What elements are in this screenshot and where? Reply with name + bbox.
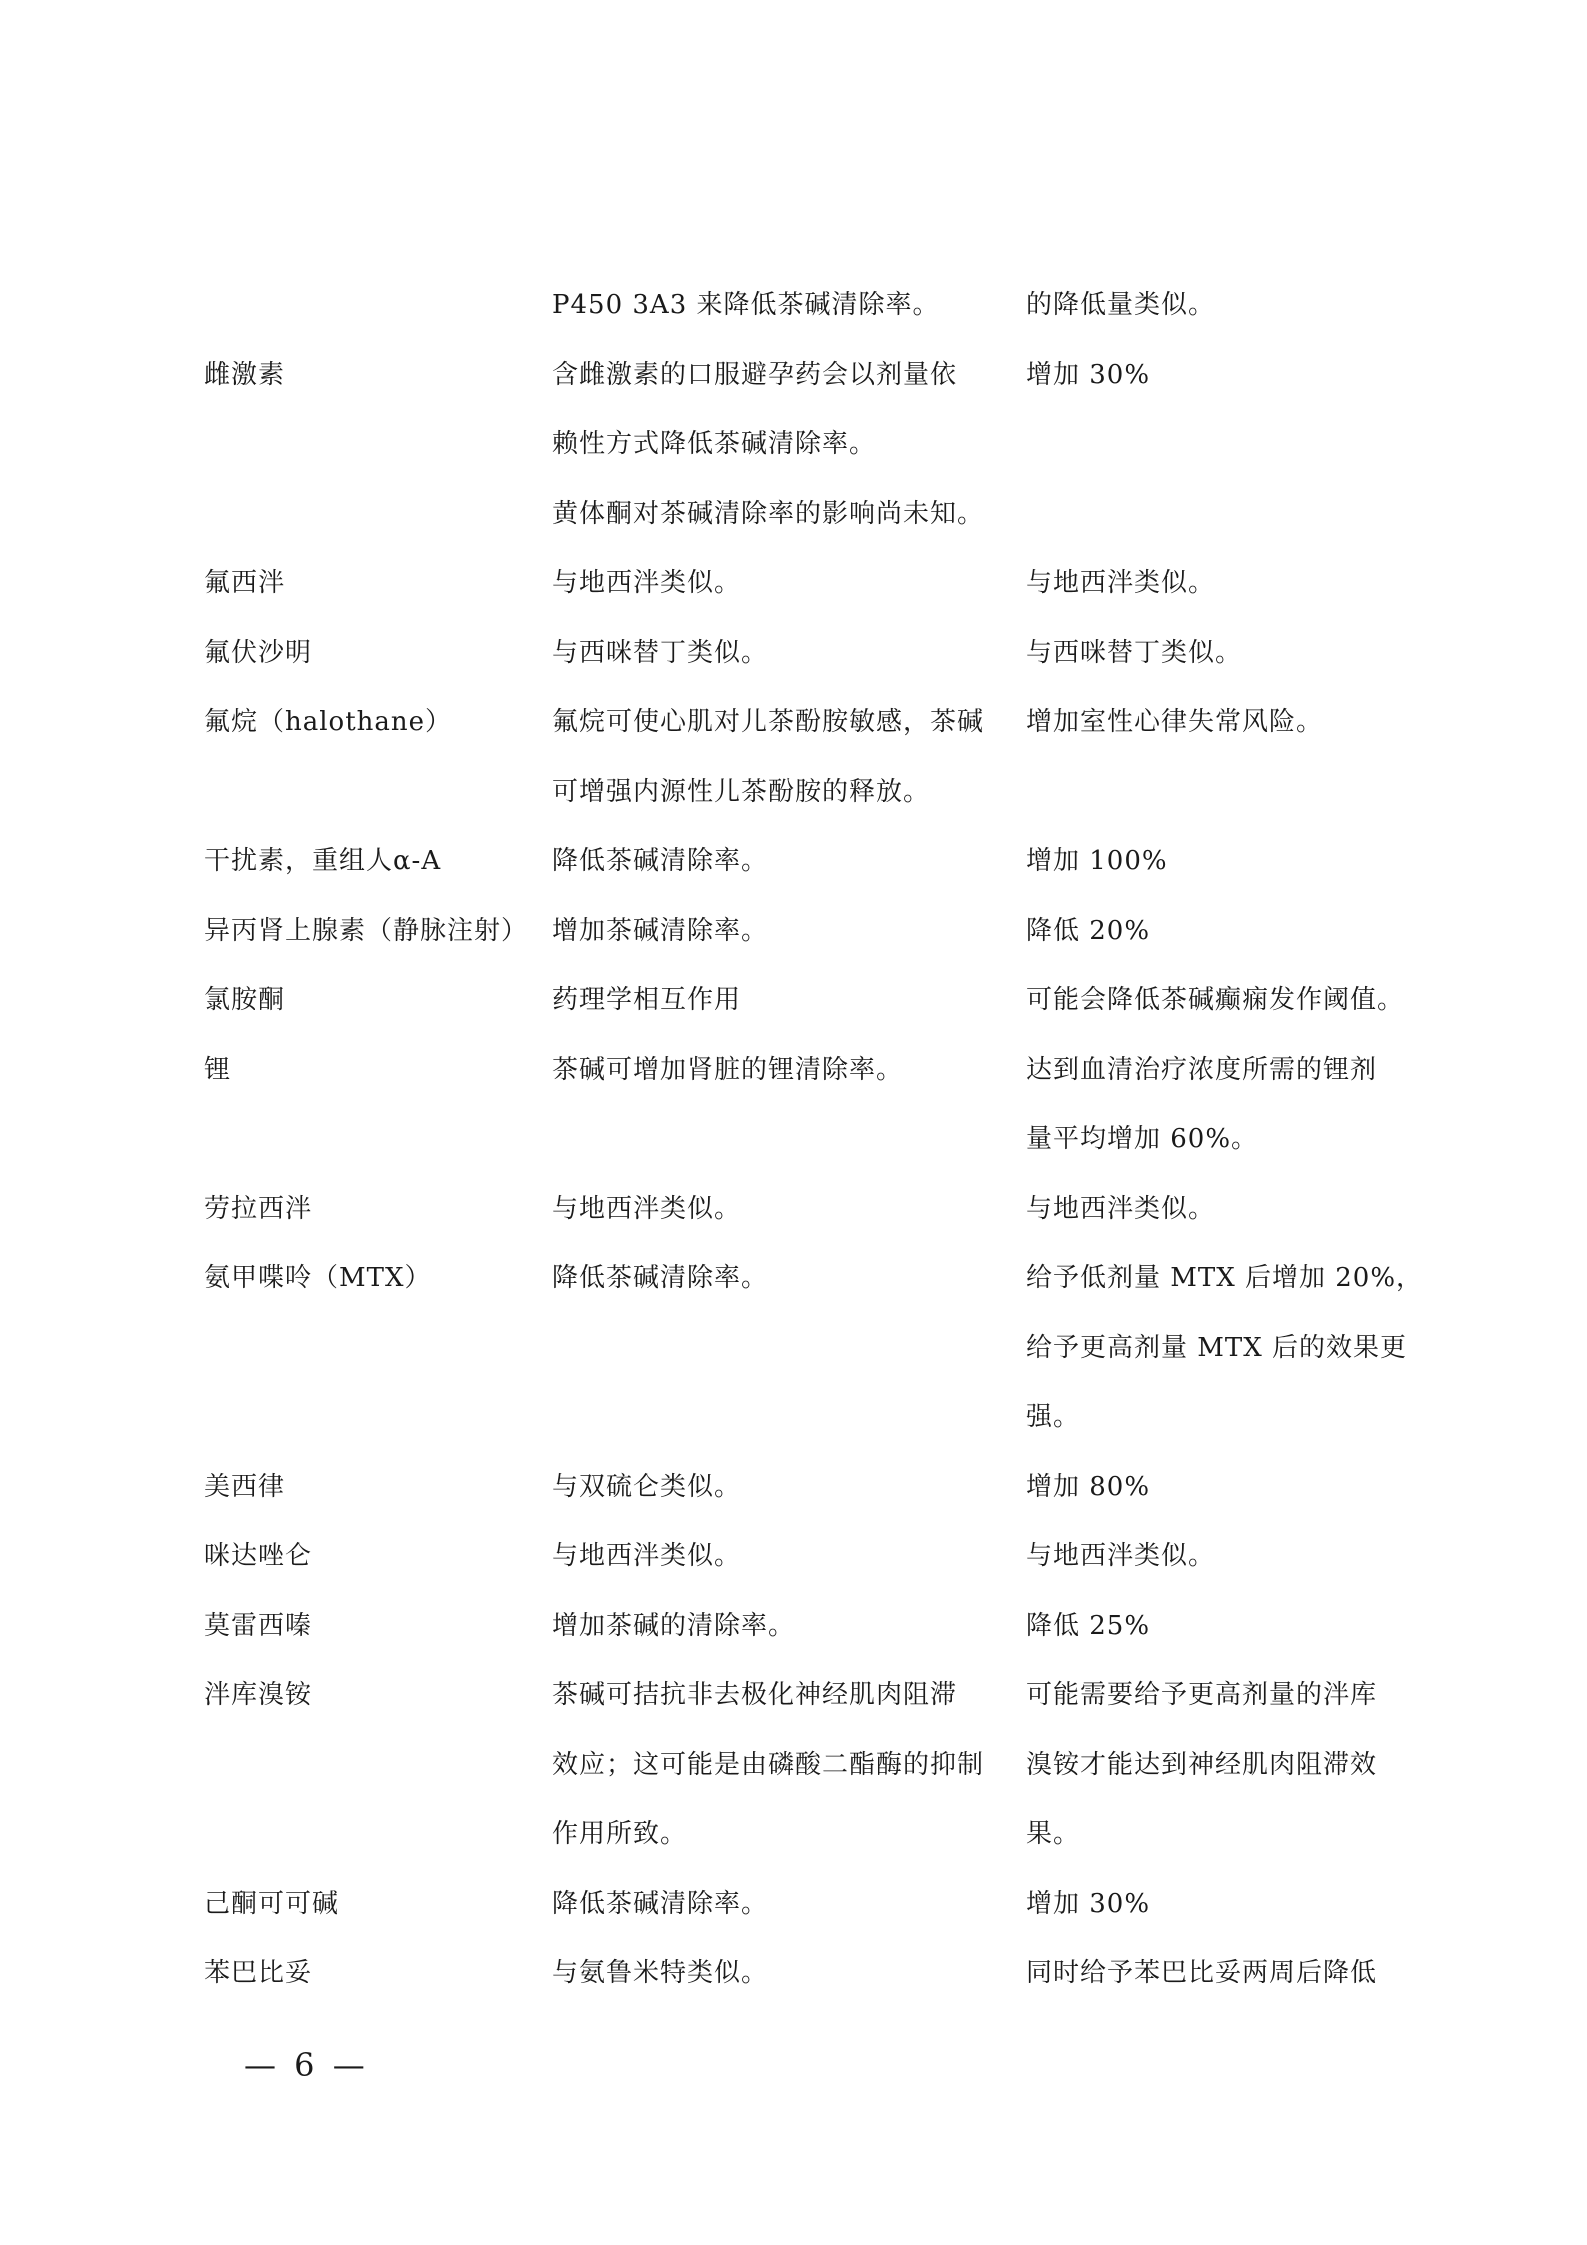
mechanism-cell: 茶碱可增加肾脏的锂清除率。 [552, 1054, 904, 1085]
table-row [204, 766, 1444, 836]
effect-cell: 量平均增加 60%。 [1026, 1124, 1259, 1154]
effect-cell: 增加 30% [1026, 359, 1151, 390]
effect-cell: 同时给予苯巴比妥两周后降低 [1026, 1958, 1378, 1988]
mechanism-cell: 氟烷可使心肌对儿茶酚胺敏感，茶碱 [552, 707, 985, 737]
table-row [204, 1808, 1444, 1878]
table-row [204, 1113, 1444, 1183]
drug-name-cell: 美西律 [204, 1471, 286, 1502]
table-row [204, 905, 1444, 975]
table-row [204, 1391, 1444, 1461]
mechanism-cell: 与双硫仑类似。 [552, 1471, 742, 1502]
mechanism-cell: 药理学相互作用 [552, 985, 742, 1015]
table-row [204, 1044, 1444, 1114]
table-row [204, 1669, 1444, 1739]
effect-cell: 的降低量类似。 [1026, 290, 1216, 320]
page-number: — 6 — [244, 2046, 369, 2084]
table-row [204, 349, 1444, 419]
effect-cell: 增加室性心律失常风险。 [1026, 707, 1324, 737]
table-row [204, 696, 1444, 766]
table-row [204, 1739, 1444, 1809]
effect-cell: 与地西泮类似。 [1026, 568, 1216, 598]
mechanism-cell: 效应；这可能是由磷酸二酯酶的抑制 [552, 1749, 985, 1780]
drug-name-cell: 干扰素，重组人α-A [204, 846, 442, 876]
mechanism-cell: 降低茶碱清除率。 [552, 846, 769, 876]
drug-name-cell: 劳拉西泮 [204, 1193, 313, 1224]
table-row [204, 418, 1444, 488]
drug-name-cell: 氯胺酮 [204, 985, 286, 1015]
drug-name-cell: 己酮可可碱 [204, 1888, 340, 1919]
drug-name-cell: 泮库溴铵 [204, 1680, 313, 1710]
effect-cell: 可能会降低茶碱癫痫发作阈值。 [1026, 985, 1405, 1015]
mechanism-cell: 作用所致。 [552, 1819, 688, 1849]
mechanism-cell: 含雌激素的口服避孕药会以剂量依 [552, 359, 958, 390]
effect-cell: 果。 [1026, 1819, 1081, 1849]
mechanism-cell: 黄体酮对茶碱清除率的影响尚未知。 [552, 498, 985, 529]
effect-cell: 给予低剂量 MTX 后增加 20%， [1026, 1263, 1424, 1293]
mechanism-cell: 降低茶碱清除率。 [552, 1888, 769, 1919]
drug-name-cell: 莫雷西嗪 [204, 1610, 313, 1641]
mechanism-cell: 与西咪替丁类似。 [552, 637, 769, 668]
mechanism-cell: 增加茶碱清除率。 [552, 915, 769, 946]
effect-cell: 增加 30% [1026, 1888, 1151, 1919]
effect-cell: 与地西泮类似。 [1026, 1541, 1216, 1571]
mechanism-cell: P450 3A3 来降低茶碱清除率。 [552, 290, 940, 320]
table-row [204, 1461, 1444, 1531]
drug-name-cell: 雌激素 [204, 359, 286, 390]
table-row [204, 627, 1444, 697]
mechanism-cell: 可增强内源性儿茶酚胺的释放。 [552, 776, 931, 807]
effect-cell: 与地西泮类似。 [1026, 1193, 1216, 1224]
effect-cell: 溴铵才能达到神经肌肉阻滞效 [1026, 1749, 1378, 1780]
mechanism-cell: 与氨鲁米特类似。 [552, 1958, 769, 1988]
mechanism-cell: 降低茶碱清除率。 [552, 1263, 769, 1293]
table-row [204, 1530, 1444, 1600]
drug-name-cell: 苯巴比妥 [204, 1958, 313, 1988]
mechanism-cell: 赖性方式降低茶碱清除率。 [552, 429, 877, 459]
effect-cell: 降低 25% [1026, 1610, 1151, 1641]
effect-cell: 可能需要给予更高剂量的泮库 [1026, 1680, 1378, 1710]
mechanism-cell: 与地西泮类似。 [552, 1541, 742, 1571]
effect-cell: 增加 80% [1026, 1471, 1151, 1502]
table-row [204, 1947, 1444, 2017]
drug-name-cell: 氟西泮 [204, 568, 286, 598]
effect-cell: 降低 20% [1026, 915, 1151, 946]
table-row [204, 974, 1444, 1044]
table-row [204, 835, 1444, 905]
mechanism-cell: 与地西泮类似。 [552, 1193, 742, 1224]
drug-name-cell: 氟伏沙明 [204, 637, 313, 668]
effect-cell: 增加 100% [1026, 846, 1168, 876]
table-row [204, 1322, 1444, 1392]
table-row [204, 1183, 1444, 1253]
effect-cell: 给予更高剂量 MTX 后的效果更 [1026, 1332, 1408, 1363]
table-row [204, 1252, 1444, 1322]
effect-cell: 强。 [1026, 1402, 1081, 1432]
table-row [204, 279, 1444, 349]
table-row [204, 1600, 1444, 1670]
effect-cell: 达到血清治疗浓度所需的锂剂 [1026, 1054, 1378, 1085]
table-row [204, 488, 1444, 558]
drug-name-cell: 氟烷（halothane） [204, 707, 453, 737]
effect-cell: 与西咪替丁类似。 [1026, 637, 1243, 668]
mechanism-cell: 茶碱可拮抗非去极化神经肌肉阻滞 [552, 1680, 958, 1710]
drug-interaction-table [204, 279, 1444, 2017]
table-row [204, 557, 1444, 627]
drug-name-cell: 异丙肾上腺素（静脉注射） [204, 915, 529, 946]
drug-name-cell: 咪达唑仑 [204, 1541, 313, 1571]
mechanism-cell: 增加茶碱的清除率。 [552, 1610, 796, 1641]
drug-name-cell: 锂 [204, 1054, 232, 1085]
table-row [204, 1878, 1444, 1948]
drug-name-cell: 氨甲喋呤（MTX） [204, 1263, 432, 1293]
mechanism-cell: 与地西泮类似。 [552, 568, 742, 598]
